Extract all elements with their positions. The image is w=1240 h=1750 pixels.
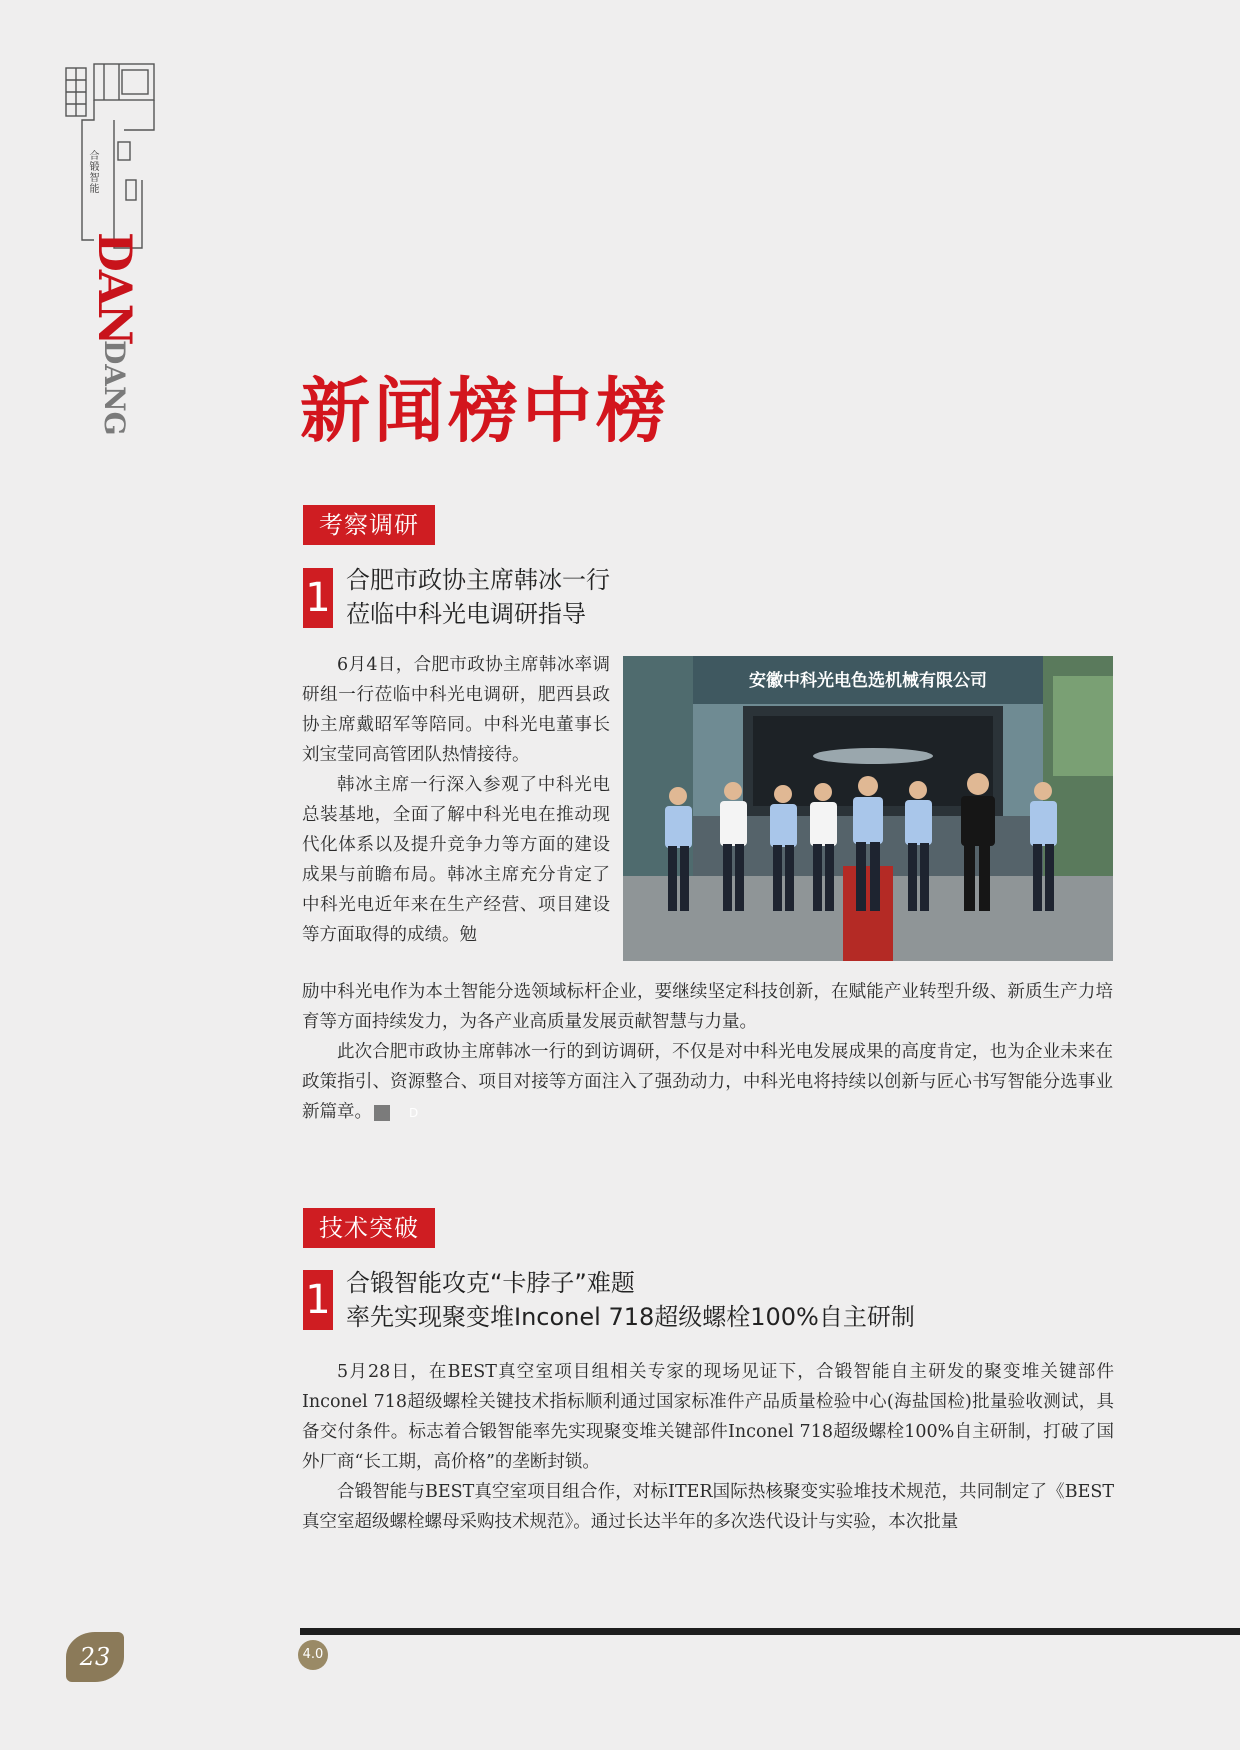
headline-line-2: 莅临中科光电调研指导 (346, 600, 586, 628)
paragraph: 励中科光电作为本土智能分选领域标杆企业，要继续坚定科技创新，在赋能产业转型升级、新质生产力培育等方面持续发力，为各产业高质量发展贡献智慧与力量。 (302, 982, 1113, 1032)
article-body-top (302, 650, 610, 950)
issue-badge: 4.0 (298, 1640, 328, 1670)
paragraph: 6月4日，合肥市政协主席韩冰率调研组一行莅临中科光电调研，肥西县政协主席戴昭军等陪同。中科光电董事长刘宝莹同高管团队热情接待。 (302, 655, 610, 765)
article-body-bottom (302, 977, 1113, 1127)
paragraph: 合锻智能与BEST真空室项目组合作，对标ITER国际热核聚变实验堆技术规范，共同制定了《BEST真空室超级螺栓螺母采购技术规范》。通过长达半年的多次迭代设计与实验，本次批量 (302, 1482, 1114, 1532)
brand-small-label: 合锻智能 (87, 150, 98, 194)
article-end-mark: D (374, 1105, 390, 1121)
page-number: 23 (66, 1632, 124, 1682)
building-logo-art (64, 60, 174, 260)
footer-rule (300, 1628, 1240, 1635)
headline-number: 1 (303, 1270, 333, 1330)
paragraph-text: 此次合肥市政协主席韩冰一行的到访调研，不仅是对中科光电发展成果的高度肯定，也为企业未来在政策指引、资源整合、项目对接等方面注入了强劲动力，中科光电将持续以创新与匠心书写智能分选事业新篇章。 (302, 1042, 1113, 1122)
photo-sign-text: 安徽中科光电色选机械有限公司 (749, 671, 987, 691)
section-tag-tech-breakthrough: 技术突破 (303, 1208, 435, 1248)
dan-vertical-logo: DAN (88, 232, 142, 344)
headline-line-1: 合肥市政协主席韩冰一行 (346, 566, 610, 594)
headline (346, 1266, 915, 1334)
headline-number: 1 (303, 568, 333, 628)
headline (346, 563, 610, 631)
group-photo (623, 656, 1113, 961)
paragraph: 5月28日，在BEST真空室项目组相关专家的现场见证下，合锻智能自主研发的聚变堆关键部件Inconel 718超级螺栓关键技术指标顺利通过国家标准件产品质量检验中心(海盐国检)批量验收测试，具备交付条件。标志着合锻智能率先实现聚变堆关键部件Inconel 718超级螺栓100%自主研制，打破了国外厂商“长工期，高价格”的垄断封锁。 (302, 1362, 1114, 1472)
headline-line-1: 合锻智能攻克“卡脖子”难题 (346, 1269, 635, 1297)
dang-vertical-logo: DANG (98, 340, 131, 436)
article-body-tech (302, 1357, 1114, 1537)
headline-line-2: 率先实现聚变堆Inconel 718超级螺栓100%自主研制 (346, 1303, 915, 1331)
paragraph (302, 1037, 1113, 1127)
section-tag-inspection: 考察调研 (303, 505, 435, 545)
paragraph: 韩冰主席一行深入参观了中科光电总装基地，全面了解中科光电在推动现代化体系以及提升竞争力等方面的建设成果与前瞻布局。韩冰主席充分肯定了中科光电近年来在生产经营、项目建设等方面取得的成绩。勉 (302, 775, 610, 945)
page-title: 新闻榜中榜 (300, 370, 670, 452)
